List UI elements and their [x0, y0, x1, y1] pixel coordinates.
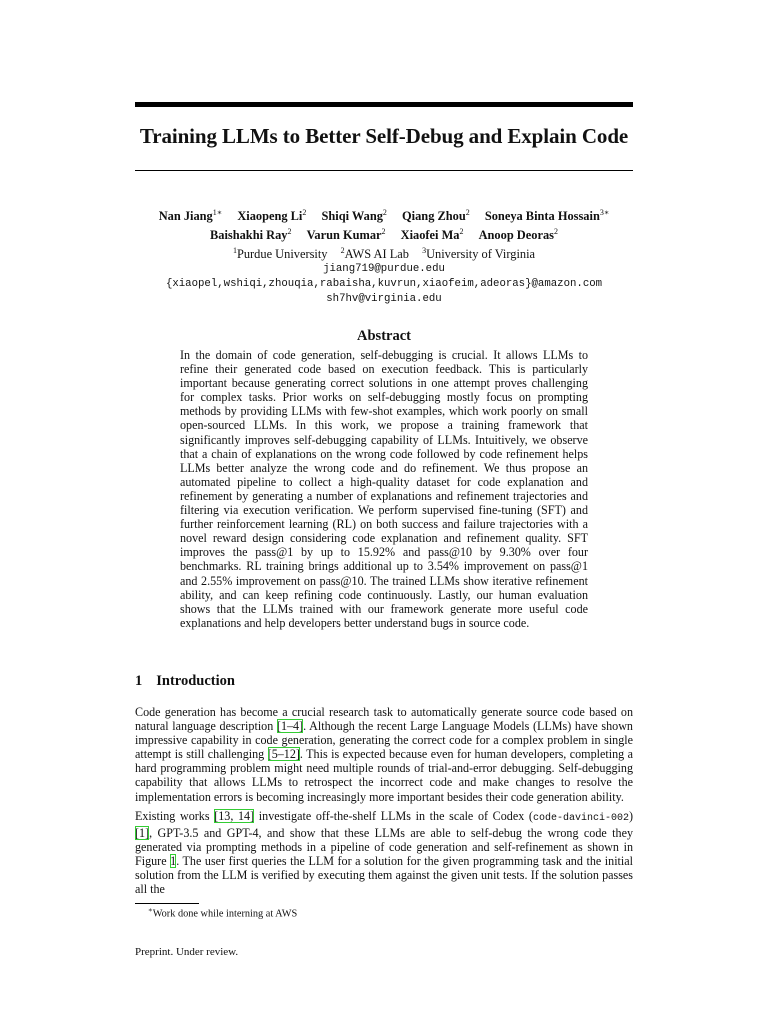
citation-link[interactable]: [1–4] [276, 719, 304, 734]
introduction-body [135, 705, 633, 901]
author-block [120, 205, 648, 307]
author-name: Xiaopeng Li$^2$ [237, 208, 307, 224]
footnote: ∗Work done while interning at AWS [148, 906, 298, 920]
paragraph: Code generation has become a crucial research task to automatically generate source code based on natural language description [1–4]. Although the recent Large Language Models (LLMs) have shown impressive capability in code generation, generating the correct code for a complex problem in single attempt is still challenging [5–12]. This is expected because even for human developers, completing a hard programming problem might need multiple rounds of trial-and-error debugging. Self-debugging capability that allows LLMs to retrospect the incorrect code and make changes to resolve the implementation errors is becoming increasingly more important besides their code generation ability. [135, 705, 633, 804]
author-name: Qiang Zhou$^2$ [402, 208, 470, 224]
author-name: Xiaofei Ma$^2$ [400, 227, 464, 243]
title-rule-top [135, 102, 633, 107]
author-name: Nan Jiang$^{1∗}$ [158, 208, 223, 224]
section-heading-introduction [135, 673, 235, 690]
figure-link[interactable]: 1 [170, 853, 177, 868]
author-email: sh7hv@virginia.edu [326, 293, 442, 306]
section-title: Introduction [156, 673, 235, 689]
paragraph: Existing works [13, 14] investigate off-the-shelf LLMs in the scale of Codex (code-davinci-002) [1], GPT-3.5 and GPT-4, and show that these LLMs are able to self-debug the wrong code they generated via prompting methods in a pipeline of code generation and self-refinement as shown in Figure 1. The user first queries the LLM for a solution for the given programming task and the initial solution from the LLM is verified by executing them against the given unit tests. If the solution passes all the [135, 808, 634, 897]
abstract-heading: Abstract [357, 328, 411, 344]
inline-code: code-davinci-002 [532, 812, 629, 824]
title-rule-bottom [135, 170, 633, 171]
affiliation: $^3$University of Virginia [422, 246, 536, 262]
paper-title: Training LLMs to Better Self-Debug and Explain Code [139, 124, 629, 148]
citation-link[interactable]: [5–12] [267, 747, 300, 762]
affiliations [120, 243, 648, 262]
abstract-text: In the domain of code generation, self-debugging is crucial. It allows LLMs to refine their generated code based on execution feedback. This is particularly important because generating correct solutions in one attempt proves challenging for complex tasks. Prior works on self-debugging mostly focus on prompting methods by providing LLMs with few-shot examples, which work poorly on small open-sourced LLMs. In this work, we propose a training framework that significantly improves self-debugging capability of LLMs. Intuitively, we observe that a chain of explanations on the wrong code followed by code refinement helps LLMs better analyze the wrong code and do refinement. We thus propose an automated pipeline to collect a high-quality dataset for code explanation and refinement by generating a number of explanations and refinement trajectories and filtering via execution verification. We perform supervised fine-tuning (SFT) and further reinforcement learning (RL) on both success and failure trajectories with a novel reward design considering code explanation and refinement quality. SFT improves the pass@1 by up to 15.92% and pass@10 by 9.30% over four benchmarks. RL training brings additional up to 3.54% improvement on pass@1 and 2.55% improvement on pass@10. The trained LLMs show iterative refinement ability, and can keep refining code continuously. Lastly, our human evaluation shows that the LLMs trained with our framework generate more useful code explanations and help developers better understand bugs in source code. [180, 348, 588, 630]
author-email: jiang719@purdue.edu [323, 263, 445, 276]
author-name: Shiqi Wang$^2$ [321, 208, 387, 224]
section-number: 1 [135, 673, 143, 689]
author-name: Soneya Binta Hossain$^{3∗}$ [484, 208, 610, 224]
author-row-2 [120, 224, 648, 243]
affiliation: $^2$AWS AI Lab [340, 246, 409, 262]
author-name: Baishakhi Ray$^2$ [210, 227, 292, 243]
author-name: Anoop Deoras$^2$ [478, 227, 558, 243]
citation-link[interactable]: [13, 14] [214, 808, 255, 823]
affiliation: $^1$Purdue University [232, 246, 328, 262]
preprint-notice: Preprint. Under review. [135, 946, 239, 958]
author-name: Varun Kumar$^2$ [306, 227, 386, 243]
author-row-1 [120, 205, 648, 224]
citation-link[interactable]: [1] [135, 825, 150, 840]
footnote-rule [135, 903, 199, 904]
author-email: {xiaopel,wshiqi,zhouqia,rabaisha,kuvrun,xiaofeim,adeoras}@amazon.com [165, 278, 603, 291]
